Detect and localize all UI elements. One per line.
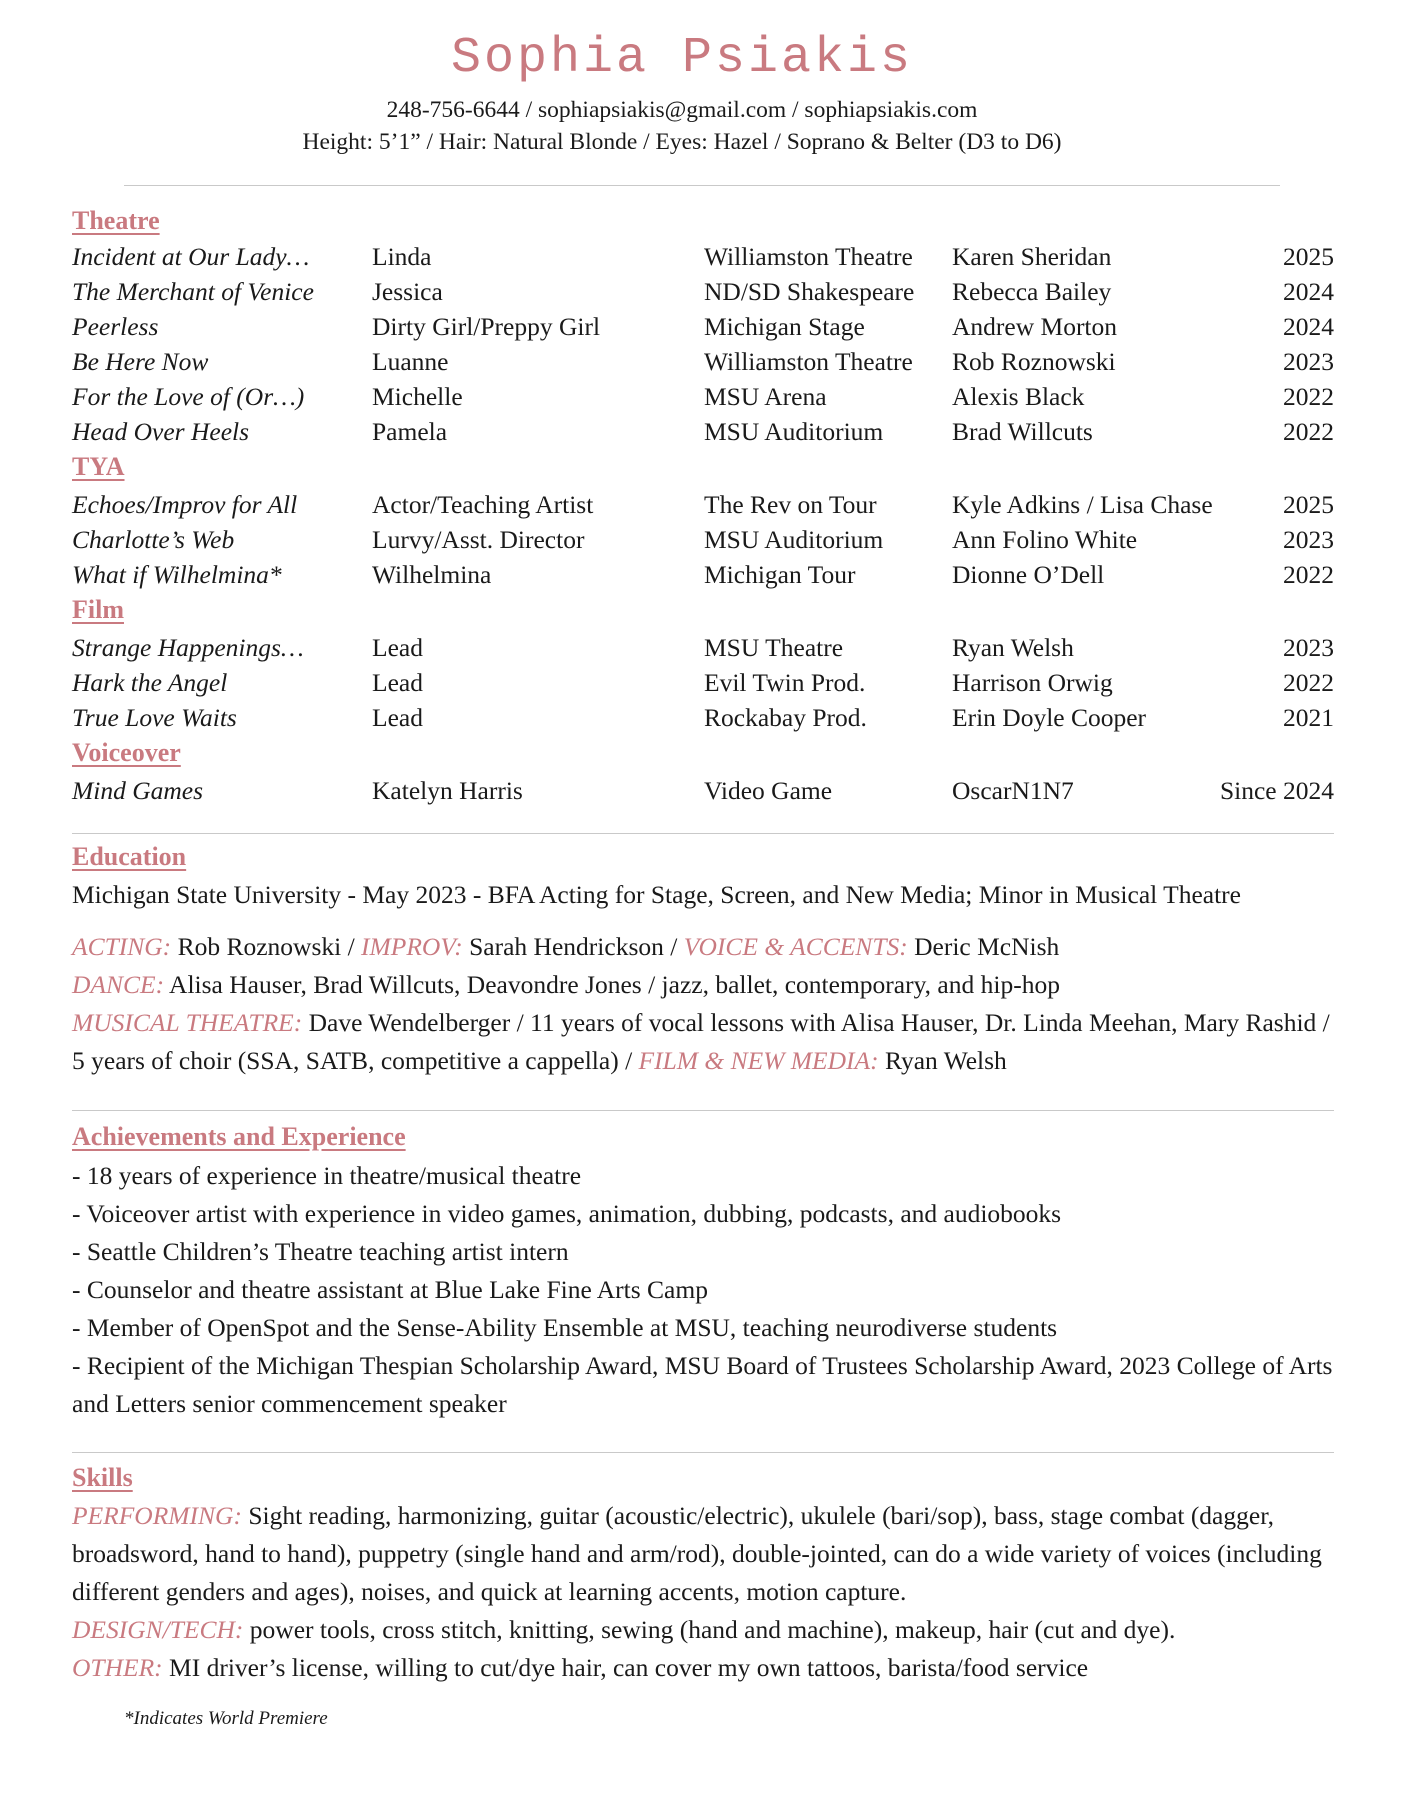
tya-credits bbox=[72, 487, 1334, 592]
credit-row: Hark the Angel Lead Evil Twin Prod. Harrison Orwig 2022 bbox=[72, 668, 1334, 697]
credit-row: Incident at Our Lady… Linda Williamston Theatre Karen Sheridan 2025 bbox=[72, 242, 1334, 271]
education-training: ACTING: Rob Roznowski / IMPROV: Sarah Hendrickson / VOICE & ACCENTS: Deric McNish DANCE: Alisa Hauser, Brad Willcuts, Deavondre Jones / jazz, ballet, contemporary, and hip-hop MUSICAL THEATRE: Dave Wendelberger / 11 years of vocal lessons with Alisa Hauser, Dr. Linda Meehan, Mary Rashid / 5 years of choir (SSA, SATB, competitive a cappella) / FILM & NEW MEDIA: Ryan Welsh bbox=[72, 932, 1330, 1075]
credit-row: Echoes/Improv for All Actor/Teaching Artist The Rev on Tour Kyle Adkins / Lisa Chase 2025 bbox=[72, 490, 1334, 519]
credit-row: Be Here Now Luanne Williamston Theatre Rob Roznowski 2023 bbox=[72, 347, 1334, 376]
page-title: Sophia Psiakis bbox=[450, 30, 914, 87]
section-divider bbox=[72, 1452, 1334, 1453]
credit-row: Mind Games Katelyn Harris Video Game OscarN1N7 Since 2024 bbox=[72, 776, 1334, 805]
credit-row: What if Wilhelmina* Wilhelmina Michigan Tour Dionne O’Dell 2022 bbox=[72, 560, 1334, 589]
education-degree: Michigan State University - May 2023 - BFA Acting for Stage, Screen, and New Media; Minor in Musical Theatre bbox=[72, 880, 1241, 909]
section-heading-education: Education bbox=[72, 842, 187, 871]
credit-row: Peerless Dirty Girl/Preppy Girl Michigan Stage Andrew Morton 2024 bbox=[72, 312, 1334, 341]
section-divider bbox=[72, 1110, 1334, 1111]
list-item: - Seattle Children’s Theatre teaching artist intern bbox=[72, 1237, 569, 1266]
credit-row: True Love Waits Lead Rockabay Prod. Erin Doyle Cooper 2021 bbox=[72, 703, 1334, 732]
film-credits bbox=[72, 630, 1334, 735]
credit-row: Charlotte’s Web Lurvy/Asst. Director MSU Auditorium Ann Folino White 2023 bbox=[72, 525, 1334, 554]
list-item: - Member of OpenSpot and the Sense-Ability Ensemble at MSU, teaching neurodiverse students bbox=[72, 1313, 1058, 1342]
skills-other: OTHER: MI driver’s license, willing to cut/dye hair, can cover my own tattoos, barista/food service bbox=[72, 1653, 1089, 1682]
credit-row: For the Love of (Or…) Michelle MSU Arena Alexis Black 2022 bbox=[72, 382, 1334, 411]
section-heading-skills: Skills bbox=[72, 1463, 133, 1492]
section-heading-film: Film bbox=[72, 595, 124, 624]
footnote: *Indicates World Premiere bbox=[124, 1708, 328, 1729]
skills-design: DESIGN/TECH: power tools, cross stitch, knitting, sewing (hand and machine), makeup, hair (cut and dye). bbox=[72, 1615, 1176, 1644]
credit-row: The Merchant of Venice Jessica ND/SD Shakespeare Rebecca Bailey 2024 bbox=[72, 277, 1334, 306]
voiceover-credits bbox=[72, 773, 1334, 808]
section-heading-tya: TYA bbox=[72, 452, 125, 481]
stats-line: Height: 5’1” / Hair: Natural Blonde / Eyes: Hazel / Soprano & Belter (D3 to D6) bbox=[302, 129, 1062, 155]
section-heading-achievements: Achievements and Experience bbox=[72, 1122, 406, 1151]
section-heading-voiceover: Voiceover bbox=[72, 738, 181, 767]
achievements-list bbox=[72, 1157, 1342, 1423]
list-item: - Counselor and theatre assistant at Blue Lake Fine Arts Camp bbox=[72, 1275, 708, 1304]
credit-row: Strange Happenings… Lead MSU Theatre Ryan Welsh 2023 bbox=[72, 633, 1334, 662]
contact-line: 248-756-6644 / sophiapsiakis@gmail.com / sophiapsiakis.com bbox=[386, 97, 978, 123]
list-item: - 18 years of experience in theatre/musical theatre bbox=[72, 1161, 582, 1190]
skills-performing: PERFORMING: Sight reading, harmonizing, guitar (acoustic/electric), ukulele (bari/sop), bass, stage combat (dagger, broadsword, hand to hand), puppetry (single hand and arm/rod), double-jointed, can do a wide variety of voices (including different genders and ages), noises, and quick at learning accents, motion capture. bbox=[72, 1501, 1322, 1606]
section-heading-theatre: Theatre bbox=[72, 206, 160, 235]
credit-row: Head Over Heels Pamela MSU Auditorium Brad Willcuts 2022 bbox=[72, 417, 1334, 446]
list-item: - Voiceover artist with experience in video games, animation, dubbing, podcasts, and audiobooks bbox=[72, 1199, 1062, 1228]
skills-text bbox=[72, 1497, 1334, 1687]
list-item: - Recipient of the Michigan Thespian Scholarship Award, MSU Board of Trustees Scholarship Award, 2023 College of Arts and Letters senior commencement speaker bbox=[72, 1351, 1333, 1418]
header-divider bbox=[124, 185, 1280, 186]
section-divider bbox=[72, 833, 1334, 834]
theatre-credits bbox=[72, 239, 1334, 449]
